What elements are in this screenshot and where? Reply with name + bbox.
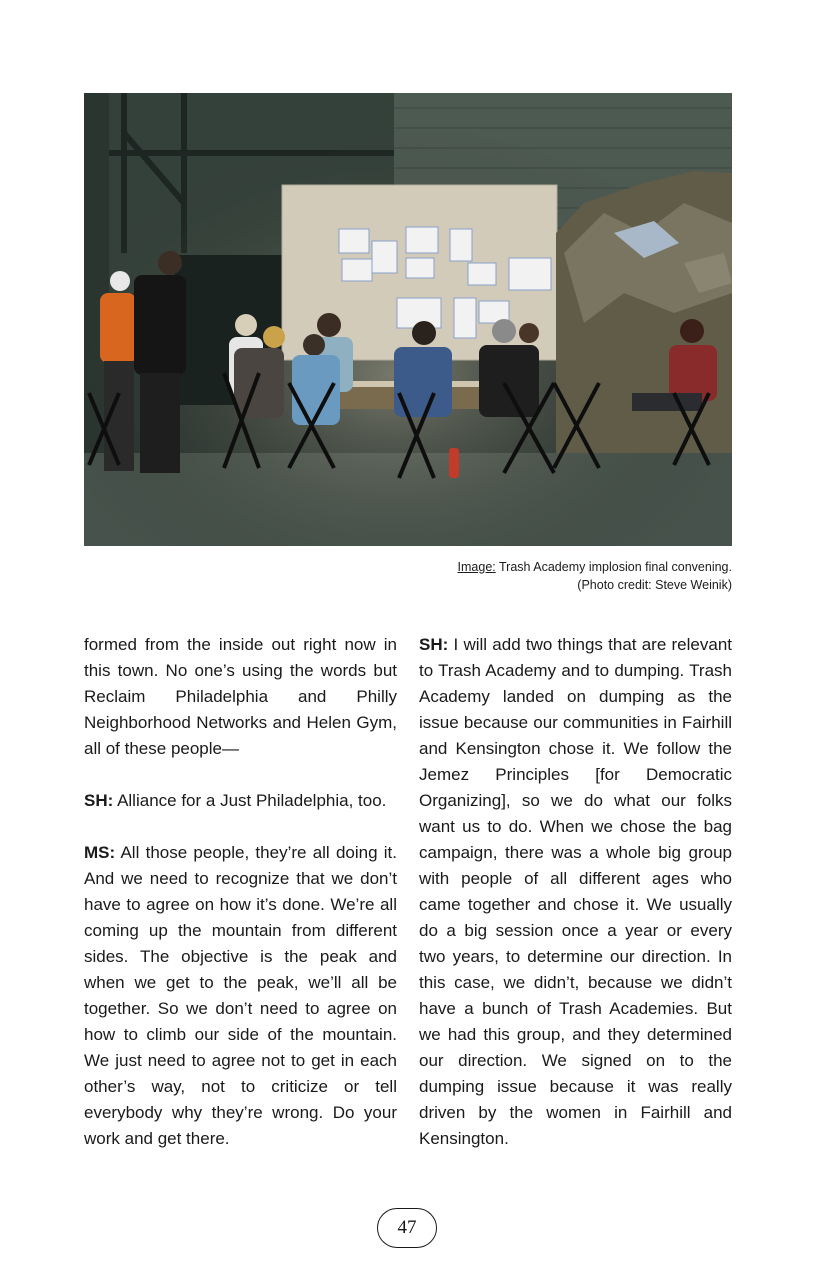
caption-text: Trash Academy implosion final convening.: [495, 560, 732, 574]
right-column: [419, 632, 732, 1152]
paragraph: [419, 632, 732, 1152]
photo: [84, 93, 732, 546]
left-column: [84, 632, 397, 1152]
photo-caption: [312, 558, 732, 594]
warehouse-meeting-photo: [84, 93, 732, 546]
caption-lead: Image:: [457, 560, 496, 574]
speaker-label: SH:: [419, 635, 449, 654]
paragraph-text: Alliance for a Just Philadelphia, too.: [113, 791, 387, 810]
paragraph: formed from the inside out right now in this town. No one’s using the words but Reclaim Philadelphia and Philly Neighborhood Networks and Helen Gym, all of these people—: [84, 635, 397, 758]
speaker-label: MS:: [84, 843, 116, 862]
paragraph: [84, 788, 397, 814]
speaker-label: SH:: [84, 791, 114, 810]
page-number: 47: [377, 1208, 437, 1248]
paragraph-text: All those people, they’re all doing it. And we need to recognize that we don’t have to agree on how it’s done. We’re all coming up the mountain from different sides. The objective is the peak and when we get to the peak, we’ll all be together. So we don’t need to agree on how to climb our side of the mountain. We just need to agree not to get in each other’s way, not to criticize or tell everybody why they’re wrong. Do your work and get there.: [84, 843, 397, 1148]
paragraph-text: I will add two things that are relevant to Trash Academy and to dumping. Trash Academy landed on dumping as the issue because our communities in Fairhill and Kensington chose it. We follow the Jemez Principles [for Democratic Organizing], so we do what our folks want us to do. When we chose the bag campaign, there was a whole big group with people of all different ages who came together and chose it. We usually do a big session once a year or every two years, to determine our direction. In this case, we didn’t, because we didn’t have a bunch of Trash Academies. But we had this group, and they determined our direction. We signed on to the dumping issue because it was really driven by the women in Fairhill and Kensington.: [419, 635, 732, 1148]
caption-credit: (Photo credit: Steve Weinik): [577, 578, 732, 592]
paragraph: [84, 840, 397, 1152]
